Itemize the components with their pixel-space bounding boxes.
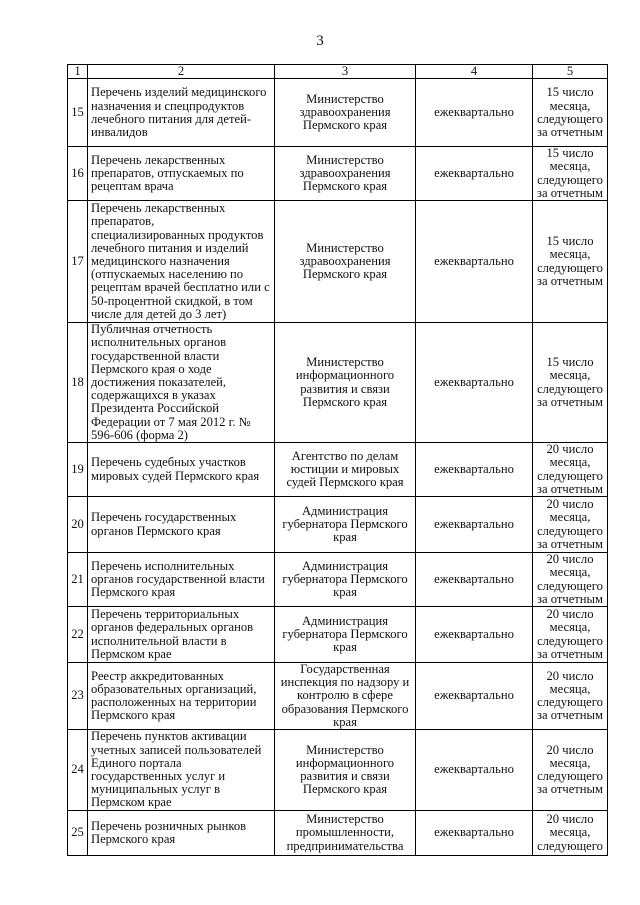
row-frequency: ежеквартально bbox=[416, 147, 533, 201]
row-responsible: Агентство по делам юстиции и мировых судей Пермского края bbox=[275, 443, 416, 497]
row-responsible: Министерство здравоохранения Пермского края bbox=[275, 147, 416, 201]
table-row bbox=[68, 730, 608, 811]
row-deadline: 15 число месяца, следующего за отчетным bbox=[533, 323, 608, 443]
row-name: Перечень пунктов активации учетных записей пользователей Единого портала государственных услуг и муниципальных услуг в Пермском крае bbox=[88, 730, 275, 811]
row-number: 22 bbox=[68, 607, 88, 663]
row-responsible: Министерство здравоохранения Пермского края bbox=[275, 79, 416, 147]
row-frequency: ежеквартально bbox=[416, 79, 533, 147]
table-header-row bbox=[68, 65, 608, 79]
row-deadline: 20 число месяца, следующего за отчетным bbox=[533, 607, 608, 663]
row-name: Перечень лекарственных препаратов, специализированных продуктов лечебного питания и изделий медицинского назначения (отпускаемых населению по рецептам врачей бесплатно или с 50-процентной скидкой, в том числе для детей до 3 лет) bbox=[88, 201, 275, 323]
row-name: Реестр аккредитованных образовательных организаций, расположенных на территории Пермского края bbox=[88, 663, 275, 730]
row-deadline: 15 число месяца, следующего за отчетным bbox=[533, 79, 608, 147]
row-frequency: ежеквартально bbox=[416, 607, 533, 663]
row-deadline: 20 число месяца, следующего за отчетным bbox=[533, 730, 608, 811]
row-deadline: 15 число месяца, следующего за отчетным bbox=[533, 201, 608, 323]
row-name: Перечень исполнительных органов государственной власти Пермского края bbox=[88, 553, 275, 607]
row-number: 21 bbox=[68, 553, 88, 607]
table-row bbox=[68, 443, 608, 497]
row-deadline: 15 число месяца, следующего за отчетным bbox=[533, 147, 608, 201]
row-deadline: 20 число месяца, следующего за отчетным bbox=[533, 553, 608, 607]
row-frequency: ежеквартально bbox=[416, 730, 533, 811]
row-name: Перечень судебных участков мировых судей Пермского края bbox=[88, 443, 275, 497]
page-number: 3 bbox=[316, 33, 324, 49]
row-responsible: Государственная инспекция по надзору и контролю в сфере образования Пермского края bbox=[275, 663, 416, 730]
row-name: Перечень изделий медицинского назначения и спецпродуктов лечебного питания для детей-инвалидов bbox=[88, 79, 275, 147]
row-number: 19 bbox=[68, 443, 88, 497]
row-name: Перечень государственных органов Пермского края bbox=[88, 497, 275, 553]
row-number: 24 bbox=[68, 730, 88, 811]
row-responsible: Министерство промышленности, предпринимательства bbox=[275, 811, 416, 856]
row-responsible: Министерство здравоохранения Пермского края bbox=[275, 201, 416, 323]
register-table bbox=[67, 64, 608, 856]
row-number: 15 bbox=[68, 79, 88, 147]
row-deadline: 20 число месяца, следующего bbox=[533, 811, 608, 856]
column-header: 1 bbox=[68, 65, 88, 79]
table-row bbox=[68, 497, 608, 553]
row-deadline: 20 число месяца, следующего за отчетным bbox=[533, 663, 608, 730]
row-responsible: Министерство информационного развития и связи Пермского края bbox=[275, 323, 416, 443]
row-frequency: ежеквартально bbox=[416, 811, 533, 856]
row-responsible: Министерство информационного развития и связи Пермского края bbox=[275, 730, 416, 811]
row-responsible: Администрация губернатора Пермского края bbox=[275, 607, 416, 663]
column-header: 3 bbox=[275, 65, 416, 79]
row-frequency: ежеквартально bbox=[416, 201, 533, 323]
column-header: 2 bbox=[88, 65, 275, 79]
row-frequency: ежеквартально bbox=[416, 553, 533, 607]
table-row bbox=[68, 323, 608, 443]
row-responsible: Администрация губернатора Пермского края bbox=[275, 553, 416, 607]
row-number: 16 bbox=[68, 147, 88, 201]
table-row bbox=[68, 607, 608, 663]
table-row bbox=[68, 663, 608, 730]
row-number: 18 bbox=[68, 323, 88, 443]
row-deadline: 20 число месяца, следующего за отчетным bbox=[533, 497, 608, 553]
row-name: Публичная отчетность исполнительных органов государственной власти Пермского края о ходе достижения показателей, содержащихся в указах Президента Российской Федерации от 7 мая 2012 г. № 596-606 (форма 2) bbox=[88, 323, 275, 443]
row-frequency: ежеквартально bbox=[416, 323, 533, 443]
row-number: 20 bbox=[68, 497, 88, 553]
row-frequency: ежеквартально bbox=[416, 663, 533, 730]
table-row bbox=[68, 79, 608, 147]
column-header: 4 bbox=[416, 65, 533, 79]
row-number: 23 bbox=[68, 663, 88, 730]
table-row bbox=[68, 553, 608, 607]
row-deadline: 20 число месяца, следующего за отчетным bbox=[533, 443, 608, 497]
row-number: 17 bbox=[68, 201, 88, 323]
row-name: Перечень лекарственных препаратов, отпускаемых по рецептам врача bbox=[88, 147, 275, 201]
row-name: Перечень розничных рынков Пермского края bbox=[88, 811, 275, 856]
row-responsible: Администрация губернатора Пермского края bbox=[275, 497, 416, 553]
row-name: Перечень территориальных органов федеральных органов исполнительной власти в Пермском крае bbox=[88, 607, 275, 663]
column-header: 5 bbox=[533, 65, 608, 79]
row-frequency: ежеквартально bbox=[416, 497, 533, 553]
table-row bbox=[68, 147, 608, 201]
row-number: 25 bbox=[68, 811, 88, 856]
row-frequency: ежеквартально bbox=[416, 443, 533, 497]
table-row bbox=[68, 201, 608, 323]
table-row bbox=[68, 811, 608, 856]
